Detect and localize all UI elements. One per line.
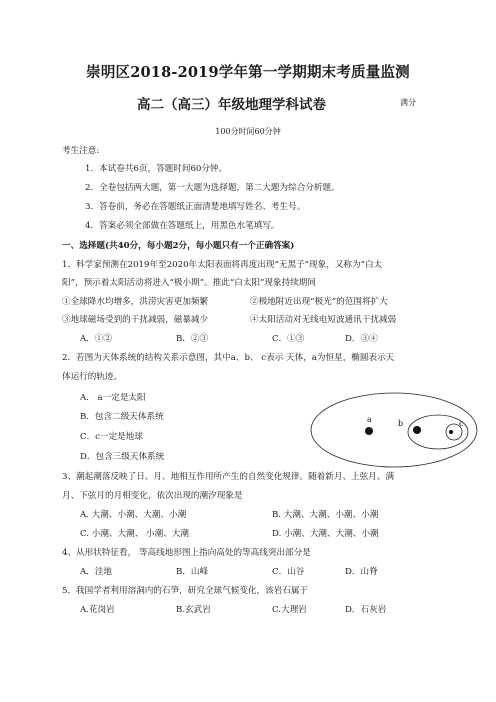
q5-stem: 5．我国学者利用溶洞内的石笋，研究全球气候变化，该岩石属于 <box>62 586 309 596</box>
score-note: 满分 <box>400 98 416 107</box>
q3-option-b: B. 大潮、大潮、小潮、小潮 <box>272 510 379 520</box>
q4-option-a: A．洼地 <box>80 567 112 577</box>
note-item: 4．答案必须全部做在答题纸上，用黑色水笔填写。 <box>85 221 280 231</box>
q4-option-d: D．山脊 <box>345 567 378 577</box>
q1-option-a: A．①② <box>80 334 112 344</box>
outer-orbit <box>311 393 477 467</box>
section-heading: 一、选择题(共40分，每小题2分，每小题只有一个正确答案) <box>62 241 295 251</box>
q5-option-d: D．石灰岩 <box>345 605 387 615</box>
label-c: c <box>459 419 464 428</box>
exam-title: 崇明区2018-2019学年第一学期期末考质量监测 <box>86 64 410 81</box>
q5-option-c: C.大理岩 <box>272 605 307 615</box>
q3-stem: 月、下弦月的月相变化，依次出现的潮汐现象是 <box>62 491 243 501</box>
q1-stem: 1、科学家预测在2019年至2020年太阳表面将再度出现“无黑子”现象，又称为“白太 <box>62 260 383 270</box>
q3-option-a: A. 大潮、小潮、大潮、小潮 <box>80 510 187 520</box>
note-item: 2．全卷包括两大题，第一大题为选择题，第二大题为综合分析题。 <box>85 183 340 193</box>
notes-heading: 考生注意: <box>62 146 100 156</box>
q2-option-a: A． a一定是太阳 <box>80 393 146 403</box>
body-b <box>413 426 421 434</box>
q4-stem: 4、从形状特征看， 等高线地形图上指向高处的等高线突出部分是 <box>62 548 311 558</box>
q1-option-b: B．②③ <box>176 334 209 344</box>
body-c <box>449 430 453 434</box>
q5-option-b: B.玄武岩 <box>176 605 211 615</box>
q2-option-b: B．包含二级天体系统 <box>80 412 164 422</box>
q1-stem: 阳”，预示着太阳活动将进入“极小期”。推此“白太阳”现象持续期间 <box>62 278 316 288</box>
q5-option-a: A.花岗岩 <box>80 605 115 615</box>
q1-option-c: C．①③ <box>272 334 305 344</box>
body-a <box>365 427 373 435</box>
q2-option-c: C．c一定是地球 <box>80 432 143 442</box>
q3-option-c: C. 小潮、大潮、 小潮、大潮 <box>80 529 189 539</box>
note-item: 1．本试卷共6页，答题时间60分钟。 <box>85 164 228 174</box>
q1-statement: ②极地附近出现“极光”的范围将扩大 <box>250 297 388 307</box>
label-a: a <box>367 415 372 424</box>
q1-option-d: D．③④ <box>345 334 378 344</box>
q2-option-d: D．包含三级天体系统 <box>80 452 165 462</box>
q1-statement: ③地球磁场受到的干扰减弱，磁暴减少 <box>62 315 209 325</box>
q2-stem: 体运行的轨迹。 <box>62 372 123 382</box>
q4-option-c: C．山谷 <box>272 567 305 577</box>
note-item: 3．答卷前，务必在答题纸正面清楚地填写姓名、考生号。 <box>85 202 306 212</box>
q2-stem: 2．若图为天体系统的结构关系示意图，其中a、b、 c表示 天体，a为恒星，椭圆表示天 <box>62 353 395 363</box>
time-note: 100分时间60分钟 <box>215 127 281 136</box>
q1-statement: ①全球降水均增多，洪涝灾害更加频繁 <box>62 297 209 307</box>
exam-subtitle: 高二（高三）年级地理学科试卷 <box>137 97 326 113</box>
q4-option-b: B．山峰 <box>176 567 209 577</box>
q3-option-d: D. 小潮、大潮、大潮、小潮 <box>272 529 379 539</box>
q3-stem: 3、潮起潮落反映了日、月、地相互作用所产生的自然变化规律。随着新月、上弦月、满 <box>62 472 395 482</box>
orbit-diagram <box>308 390 480 470</box>
label-b: b <box>398 419 404 428</box>
q1-statement: ④太阳活动对无线电短波通讯干扰减弱 <box>250 315 397 325</box>
